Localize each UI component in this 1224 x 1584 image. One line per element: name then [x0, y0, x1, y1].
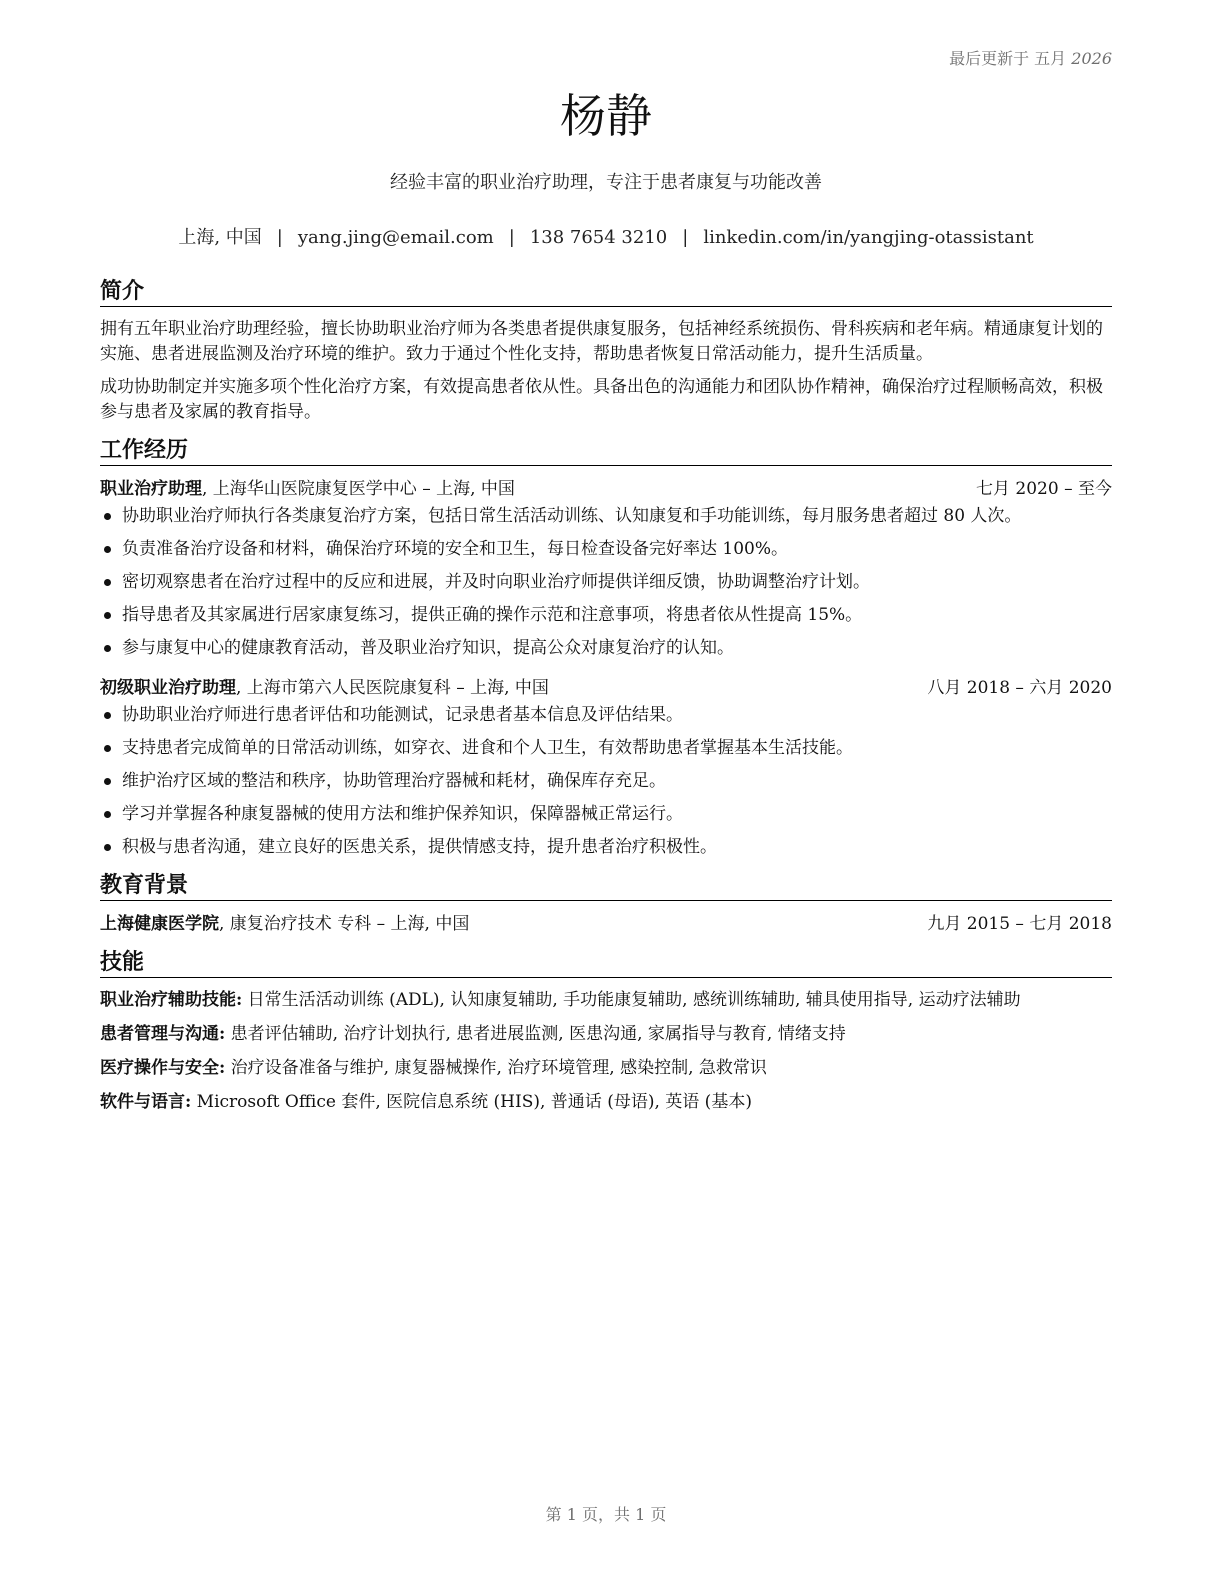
skill-group [100, 1022, 1112, 1047]
skill-category: 患者管理与沟通: [100, 1024, 226, 1044]
skills-section [100, 947, 1112, 1115]
job-title-line [100, 476, 515, 502]
skill-items: Microsoft Office 套件, 医院信息系统 (HIS), 普通话 (母语), 英语 (基本) [191, 1092, 752, 1112]
summary-section [100, 276, 1112, 425]
job-bullets [100, 703, 1112, 860]
job-bullet: 负责准备治疗设备和材料，确保治疗环境的安全和卫生，每日检查设备完好率达 100%。 [100, 537, 1112, 562]
skill-group [100, 988, 1112, 1013]
job-header [100, 675, 1112, 701]
skill-items: 日常生活活动训练 (ADL), 认知康复辅助, 手功能康复辅助, 感统训练辅助, 辅具使用指导, 运动疗法辅助 [242, 990, 1021, 1010]
job-entry [100, 476, 1112, 661]
job-title-line [100, 675, 549, 701]
candidate-name: 杨静 [560, 89, 652, 143]
job-bullet: 学习并掌握各种康复器械的使用方法和维护保养知识，保障器械正常运行。 [100, 802, 1112, 827]
job-bullet: 协助职业治疗师执行各类康复治疗方案，包括日常生活活动训练、认知康复和手功能训练，每月服务患者超过 80 人次。 [100, 504, 1112, 529]
job-bullet: 积极与患者沟通，建立良好的医患关系，提供情感支持，提升患者治疗积极性。 [100, 835, 1112, 860]
skill-group [100, 1056, 1112, 1081]
education-dates: 九月 2015 – 七月 2018 [927, 914, 1112, 934]
job-employer: , 上海市第六人民医院康复科 – 上海, 中国 [236, 678, 549, 698]
experience-heading: 工作经历 [100, 435, 1112, 466]
skill-items: 患者评估辅助, 治疗计划执行, 患者进展监测, 医患沟通, 家属指导与教育, 情绪支持 [225, 1024, 846, 1044]
resume-content [100, 276, 1112, 1125]
contact-location: 上海, 中国 [178, 227, 262, 248]
job-bullet: 维护治疗区域的整洁和秩序，协助管理治疗器械和耗材，确保库存充足。 [100, 769, 1112, 794]
job-bullet: 支持患者完成简单的日常活动训练，如穿衣、进食和个人卫生，有效帮助患者掌握基本生活技能。 [100, 736, 1112, 761]
skill-category: 软件与语言: [100, 1092, 192, 1112]
job-role: 初级职业治疗助理 [100, 678, 236, 698]
skill-category: 职业治疗辅助技能: [100, 990, 243, 1010]
education-header [100, 911, 1112, 937]
job-bullet: 协助职业治疗师进行患者评估和功能测试，记录患者基本信息及评估结果。 [100, 703, 1112, 728]
skill-group [100, 1090, 1112, 1115]
contact-separator: | [682, 227, 689, 248]
summary-paragraph: 拥有五年职业治疗助理经验，擅长协助职业治疗师为各类患者提供康复服务，包括神经系统损伤、骨科疾病和老年病。精通康复计划的实施、患者进展监测及治疗环境的维护。致力于通过个性化支持，帮助患者恢复日常活动能力，提升生活质量。 [100, 319, 1103, 364]
skills-heading: 技能 [100, 947, 1112, 978]
skill-items: 治疗设备准备与维护, 康复器械操作, 治疗环境管理, 感染控制, 急救常识 [225, 1058, 767, 1078]
education-title-line [100, 911, 469, 937]
contact-phone: 138 7654 3210 [529, 227, 668, 248]
last-updated-year: 2026 [1071, 49, 1112, 68]
job-bullet: 指导患者及其家属进行居家康复练习，提供正确的操作示范和注意事项，将患者依从性提高 15%。 [100, 603, 1112, 628]
summary-heading: 简介 [100, 276, 1112, 307]
contact-separator: | [508, 227, 515, 248]
job-header [100, 476, 1112, 502]
last-updated [949, 46, 1112, 69]
education-program: , 康复治疗技术 专科 – 上海, 中国 [219, 914, 470, 934]
contact-email-link[interactable]: yang.jing@email.com [297, 227, 494, 248]
last-updated-label: 最后更新于 五月 [949, 49, 1067, 68]
education-entry [100, 911, 1112, 937]
skill-category: 医疗操作与安全: [100, 1058, 226, 1078]
education-school: 上海健康医学院 [100, 914, 219, 934]
job-bullets [100, 504, 1112, 661]
page-number: 第 1 页，共 1 页 [545, 1505, 667, 1524]
education-section [100, 870, 1112, 937]
experience-section [100, 435, 1112, 860]
contact-line [100, 225, 1112, 251]
contact-linkedin-link[interactable]: linkedin.com/in/yangjing-otassistant [703, 227, 1034, 248]
job-dates: 八月 2018 – 六月 2020 [927, 678, 1112, 698]
job-employer: , 上海华山医院康复医学中心 – 上海, 中国 [202, 479, 515, 499]
job-bullet: 参与康复中心的健康教育活动，普及职业治疗知识，提高公众对康复治疗的认知。 [100, 636, 1112, 661]
job-entry [100, 675, 1112, 860]
education-heading: 教育背景 [100, 870, 1112, 901]
summary-paragraph: 成功协助制定并实施多项个性化治疗方案，有效提高患者依从性。具备出色的沟通能力和团队协作精神，确保治疗过程顺畅高效，积极参与患者及家属的教育指导。 [100, 377, 1103, 422]
job-bullet: 密切观察患者在治疗过程中的反应和进展，并及时向职业治疗师提供详细反馈，协助调整治疗计划。 [100, 570, 1112, 595]
job-dates: 七月 2020 – 至今 [976, 479, 1112, 499]
contact-separator: | [276, 227, 283, 248]
resume-page [100, 0, 1112, 1584]
job-role: 职业治疗助理 [100, 479, 202, 499]
candidate-headline: 经验丰富的职业治疗助理，专注于患者康复与功能改善 [390, 172, 822, 193]
